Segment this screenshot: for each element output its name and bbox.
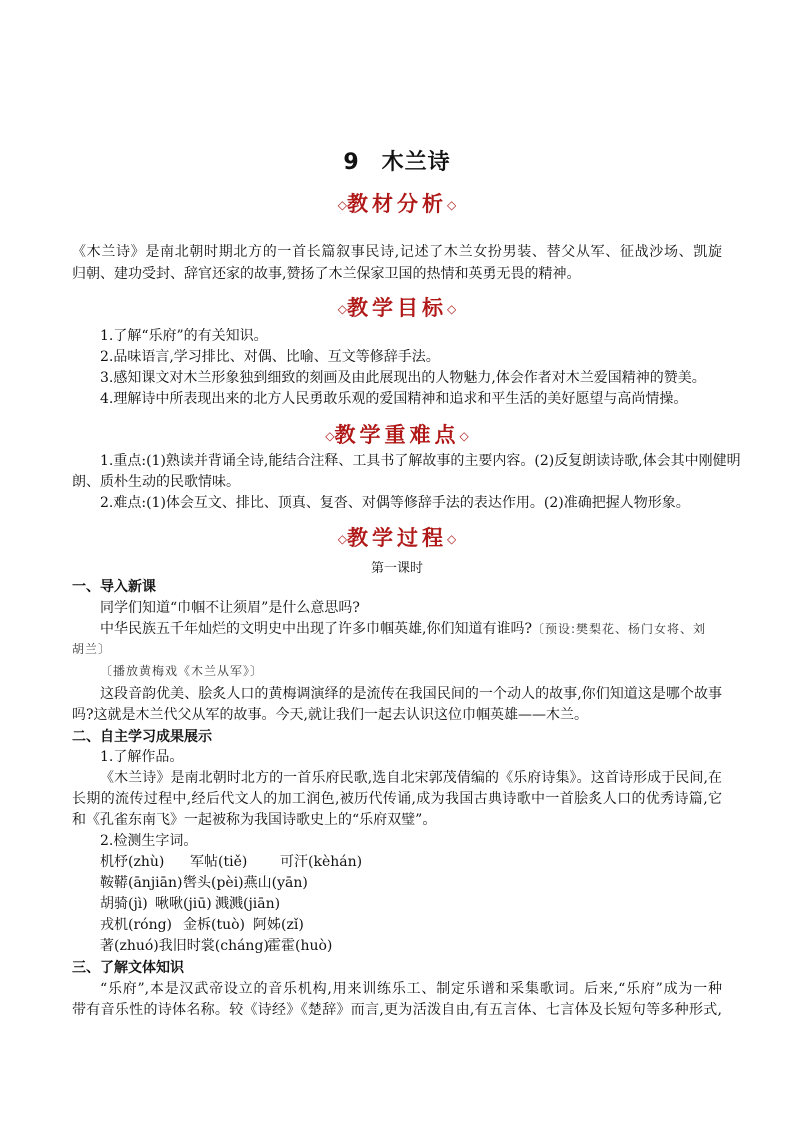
goal-item: 1.了解“乐府”的有关知识。 xyxy=(100,328,268,344)
lesson-title xyxy=(0,145,794,176)
work-line-2: 长期的流传过程中,经后代文人的加工润色,被历代传诵,成为我国古典诗歌中一首脍炙人口的优秀诗篇,它 xyxy=(72,791,722,807)
vocab-item: 金柝(tuò) xyxy=(183,917,245,933)
key-point-line-1: 1.重点:(1)熟读并背诵全诗,能结合注释、工具书了解故事的主要内容。(2)反复朗读诗歌,体会其中刚健明 xyxy=(100,453,741,469)
preset-note-cont: 胡兰〕 xyxy=(72,642,112,656)
diamond-icon: ◇ xyxy=(447,532,457,546)
vocab-item: 鞍鞯(ānjiān) xyxy=(100,875,183,891)
key-point-line-2: 朗、质朴生动的民歌情味。 xyxy=(72,474,240,490)
lesson-title-text: 木兰诗 xyxy=(381,150,451,175)
vocab-item: 啾啾(jiū) xyxy=(155,896,212,912)
preset-note: 〔预设:樊梨花、杨门女将、刘 xyxy=(531,622,707,636)
vocab-item: 溅溅(jiān) xyxy=(215,896,281,912)
analysis-line-2: 归朝、建功受封、辞官还家的故事,赞扬了木兰保家卫国的热情和英勇无畏的精神。 xyxy=(72,266,581,282)
vocab-item: 辔头(pèi)燕山(yān) xyxy=(183,875,308,891)
play-note: 〔播放黄梅戏《木兰从军》〕 xyxy=(100,664,264,678)
section-heading-analysis: ◇教材分析◇ xyxy=(337,192,457,216)
genre-line-1: “乐府”,本是汉武帝设立的音乐机构,用来训练乐工、制定乐谱和采集歌词。后来,“乐府”成为一种 xyxy=(100,981,722,997)
work-line-1: 《木兰诗》是南北朝时北方的一首乐府民歌,选自北宋郭茂倩编的《乐府诗集》。这首诗形成于民间,在 xyxy=(100,770,722,786)
vocab-item: 机杼(zhù) xyxy=(100,854,165,870)
part-heading: 一、导入新课 xyxy=(72,579,156,595)
goal-item: 3.感知课文对木兰形象独到细致的刻画及由此展现出的人物魅力,体会作者对木兰爱国精神的赞美。 xyxy=(100,370,706,386)
vocab-item: 可汗(kèhán) xyxy=(280,854,363,870)
task-item: 1.了解作品。 xyxy=(100,749,184,765)
vocab-item: 戎机(róng) xyxy=(100,917,173,933)
diamond-icon: ◇ xyxy=(447,198,457,212)
diamond-icon: ◇ xyxy=(325,429,335,443)
intro-question: 同学们知道“巾帼不让须眉”是什么意思吗? xyxy=(100,600,360,616)
task-item: 2.检测生字词。 xyxy=(100,833,198,849)
vocab-item: 霍霍(huò) xyxy=(267,938,333,954)
part-heading: 三、了解文体知识 xyxy=(72,960,184,976)
lesson-period: 第一课时 xyxy=(370,561,423,576)
vocab-item: 阿姊(zǐ) xyxy=(253,917,304,933)
vocab-item: 胡骑(jì) xyxy=(100,896,148,912)
goal-item: 2.品味语言,学习排比、对偶、比喻、互文等修辞手法。 xyxy=(100,349,440,365)
diamond-icon: ◇ xyxy=(447,302,457,316)
goal-item: 4.理解诗中所表现出来的北方人民勇敢乐观的爱国精神和追求和平生活的美好愿望与高尚情操。 xyxy=(100,391,688,407)
diamond-icon: ◇ xyxy=(337,532,347,546)
part-heading: 二、自主学习成果展示 xyxy=(72,729,212,745)
section-heading-difficulties: ◇教学重难点◇ xyxy=(325,423,469,447)
vocab-item: 军帖(tiě) xyxy=(190,854,248,870)
analysis-line-1: 《木兰诗》是南北朝时期北方的一首长篇叙事民诗,记述了木兰女扮男装、替父从军、征战沙场、凯旋 xyxy=(72,244,722,260)
lesson-number: 9 xyxy=(343,150,360,175)
diamond-icon: ◇ xyxy=(337,302,347,316)
intro-question-2: 中华民族五千年灿烂的文明史中出现了许多巾帼英雄,你们知道有谁吗?〔预设:樊梨花、杨门女将、刘 xyxy=(100,621,707,637)
vocab-item: 著(zhuó)我旧时裳(cháng) xyxy=(100,938,269,954)
section-heading-goals: ◇教学目标◇ xyxy=(337,296,457,320)
difficult-point: 2.难点:(1)体会互文、排比、顶真、复沓、对偶等修辞手法的表达作用。(2)准确把握人物形象。 xyxy=(100,495,690,511)
intro-line-2: 吗?这就是木兰代父从军的故事。今天,就让我们一起去认识这位巾帼英雄——木兰。 xyxy=(72,707,588,723)
diamond-icon: ◇ xyxy=(459,429,469,443)
section-heading-process: ◇教学过程◇ xyxy=(337,526,457,550)
genre-line-2: 带有音乐性的诗体名称。较《诗经》《楚辞》而言,更为活泼自由,有五言体、七言体及长短句等多种形式, xyxy=(72,1002,722,1018)
diamond-icon: ◇ xyxy=(337,198,347,212)
intro-line-1: 这段音韵优美、脍炙人口的黄梅调演绎的是流传在我国民间的一个动人的故事,你们知道这是哪个故事 xyxy=(100,686,722,702)
work-line-3: 和《孔雀东南飞》一起被称为我国诗歌史上的“乐府双璧”。 xyxy=(72,812,437,828)
